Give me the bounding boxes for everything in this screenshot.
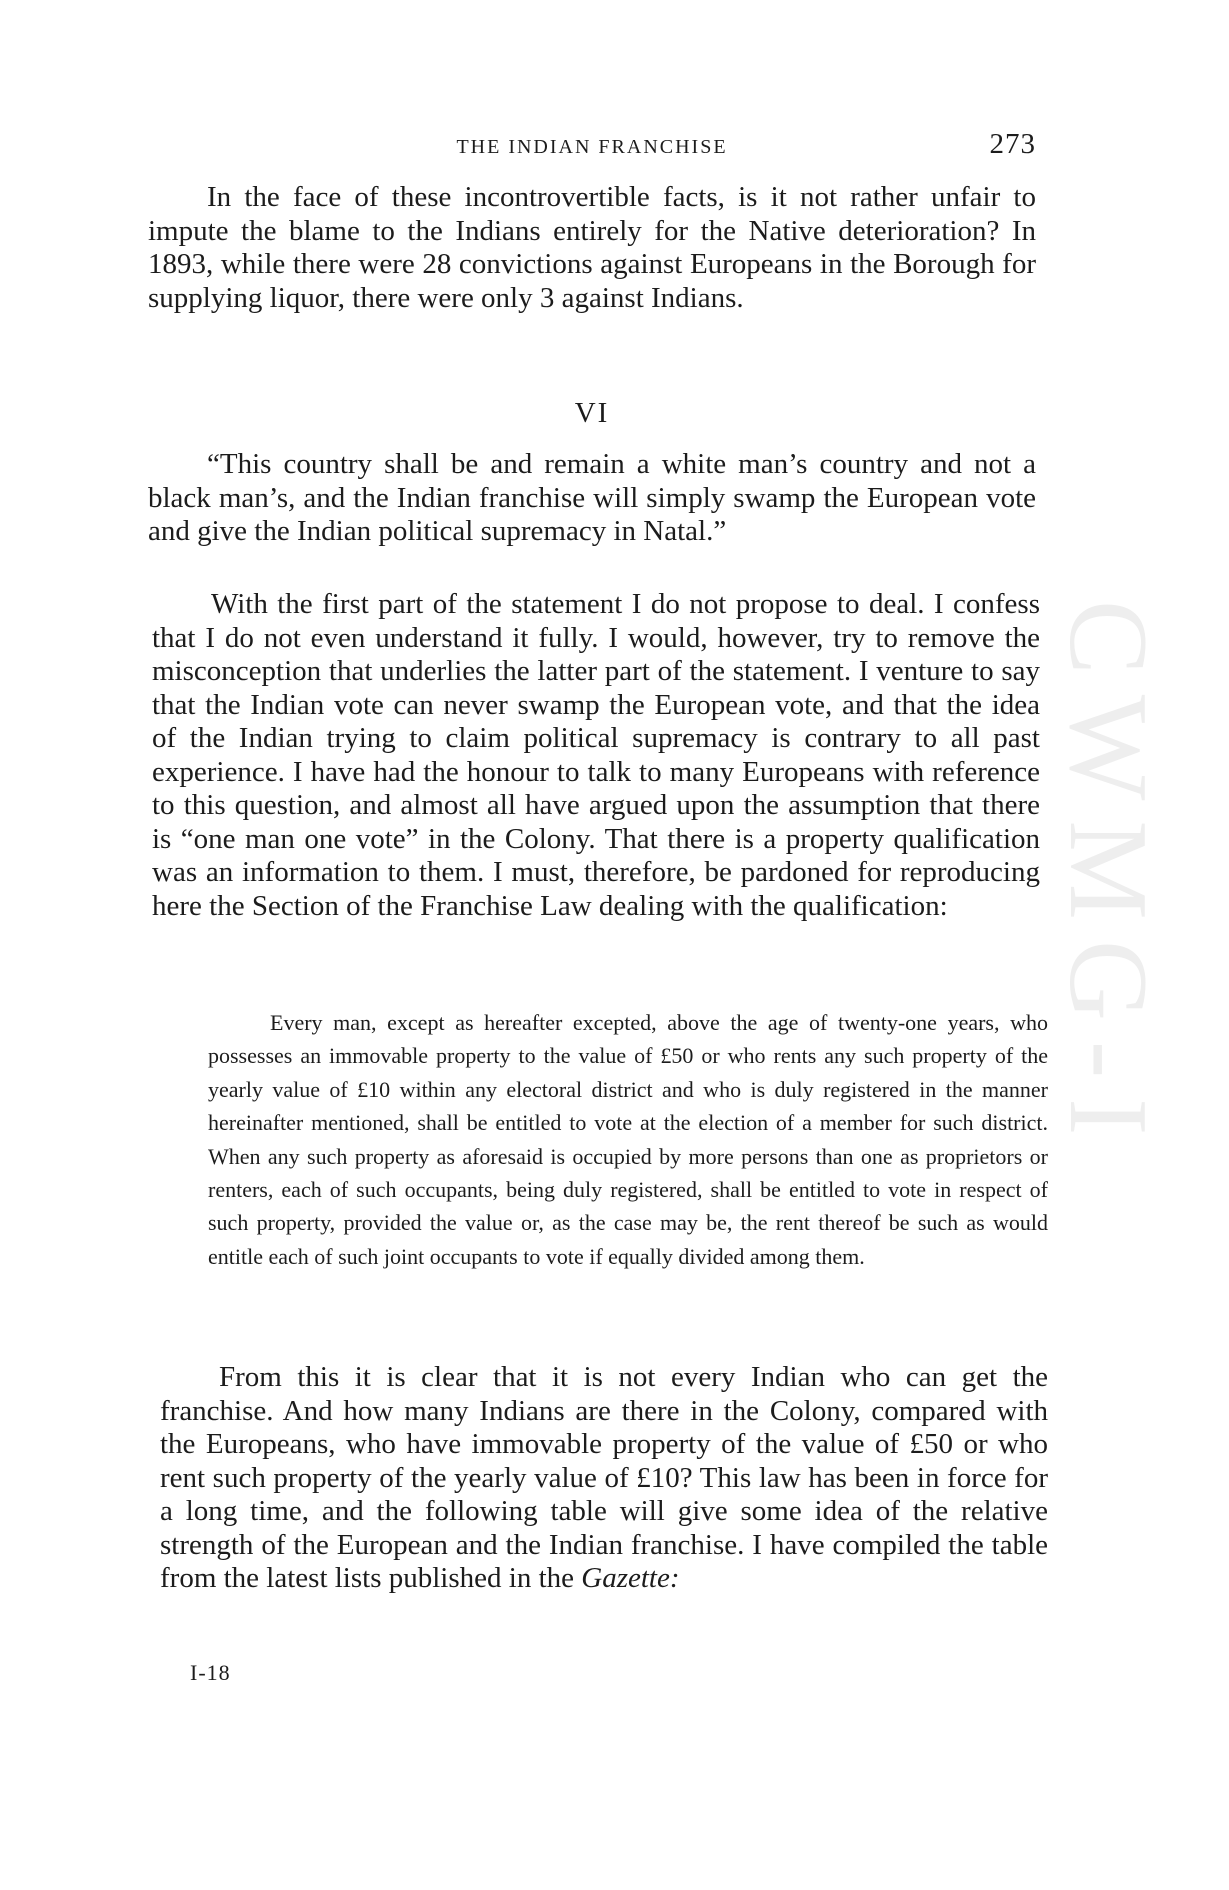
franchise-law-quote: Every man, except as hereafter excepted, above the age of twenty-one years, who possesses an immovable property to the value of £50 or who rents any such property of the yearly value of £10 within any electoral district and who is duly registered in the manner hereinafter mentioned, shall be entitled to vote at the election of a member for such district. When any such property as aforesaid is occupied by more persons than one as proprietors or renters, each of such occupants, being duly registered, shall be entitled to vote in respect of such property, provided the value or, as the case may be, the rent thereof be such as would entitle each of such joint occupants to vote if equally divided among them. — [208, 1010, 1048, 1269]
paragraph-facts: In the face of these incontrovertible facts, is it not rather unfair to impute the blame to the Indians entirely for the Native deterioration? In 1893, while there were 28 convictions against Europeans in the Borough for supplying liquor, there were only 3 against Indians. — [148, 181, 1036, 314]
paragraph-misconception: With the first part of the statement I do not propose to deal. I confess that I do not even understand it fully. I would, however, try to remove the misconception that underlies the latter part of the statement. I venture to say that the Indian vote can never swamp the European vote, and that the idea of the Indian trying to claim political supremacy is contrary to all past experience. I have had the honour to talk to many Europeans with reference to this question, and almost all have argued upon the assumption that there is “one man one vote” in the Colony. That there is a property qualification was an information to them. I must, therefore, be pardoned for reproducing here the Section of the Franchise Law dealing with the qualification: — [152, 588, 1040, 922]
running-head: THE INDIAN FRANCHISE — [456, 136, 728, 158]
paragraph-conclusion-text: From this it is clear that it is not every Indian who can get the franchise. And how many Indians are there in the Colony, compared with the Europeans, who have immovable property of the value of £50 or who rent such property of the yearly value of £10? This law has been in force for a long time, and the following table will give some idea of the relative strength of the European and the Indian franchise. I have compiled the table from the latest lists published in the — [160, 1361, 1048, 1594]
watermark — [1046, 600, 1170, 1340]
watermark-text: CWMG-I — [1046, 600, 1170, 1156]
signature-mark: I-18 — [190, 1660, 231, 1685]
page-number: 273 — [989, 128, 1036, 160]
page-header — [148, 128, 1036, 168]
section-number: VI — [574, 397, 610, 429]
paragraph-statement-quote: “This country shall be and remain a white man’s country and not a black man’s, and the Indian franchise will simply swamp the European vote and give the Indian political supremacy in Natal.” — [148, 448, 1036, 547]
paragraph-conclusion — [160, 1361, 1048, 1596]
gazette-title: Gazette: — [581, 1562, 680, 1594]
